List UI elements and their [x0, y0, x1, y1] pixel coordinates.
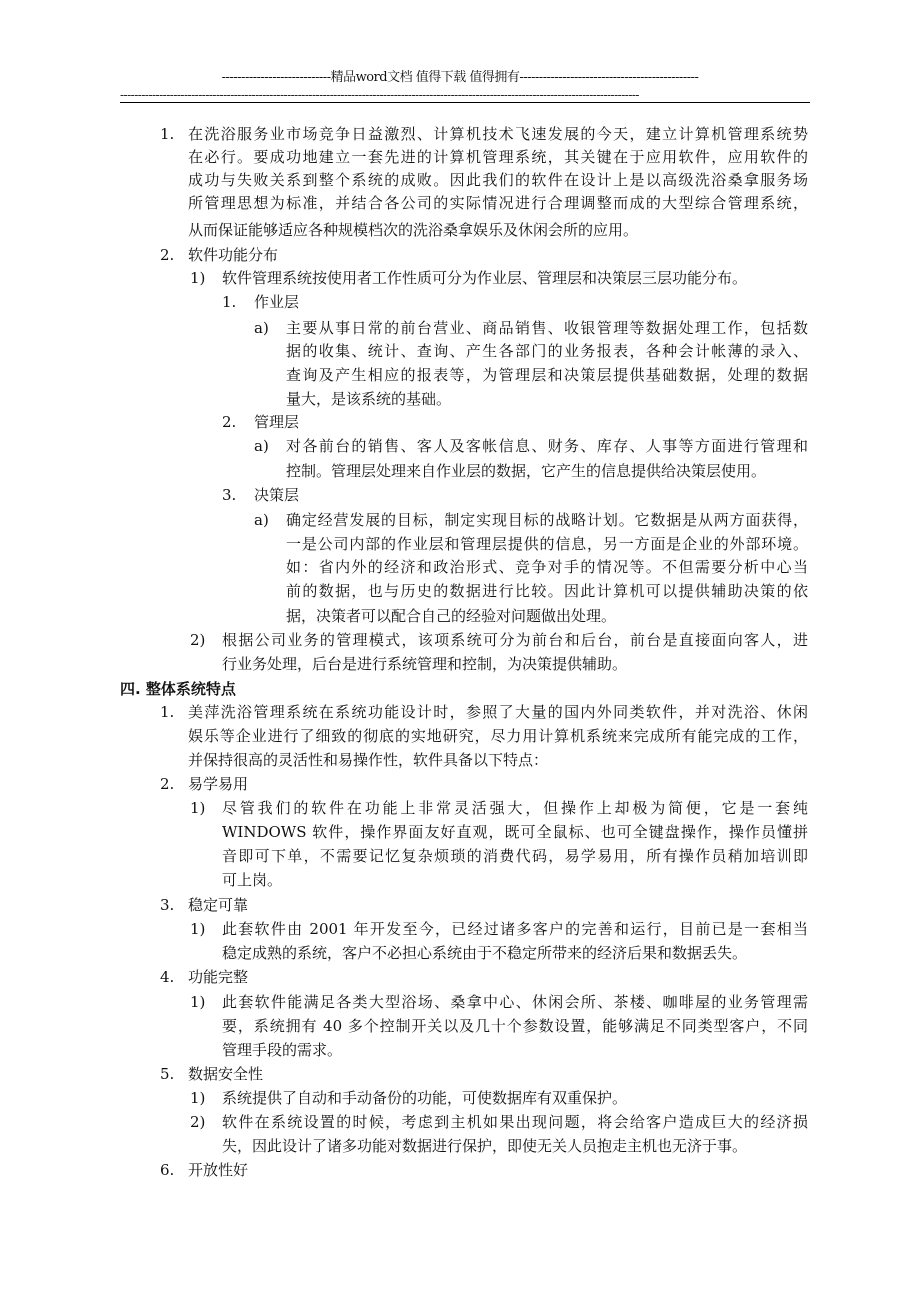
paragraph-line: 据，决策者可以配合自己的经验对问题做出处理。 — [286, 607, 617, 625]
paragraph-line: 在洗浴服务业市场竞争日益激烈、计算机技术飞速发展的今天，建立计算机管理系统势 — [188, 125, 808, 143]
paragraph-line: 要，系统拥有 40 多个控制开关以及几十个参数设置，能够满足不同类型客户，不同 — [222, 1017, 808, 1035]
paragraph-line: 控制。管理层处理来自作业层的数据，它产生的信息提供给决策层使用。 — [286, 462, 767, 480]
list-item-title: 开放性好 — [188, 1161, 249, 1179]
sub-list-letter: a) — [254, 437, 269, 455]
section-heading: 四. 整体系统特点 — [120, 680, 236, 698]
sub-list-letter: a) — [254, 319, 269, 337]
sub-list-number: 1) — [190, 920, 206, 938]
paragraph-line: 一是公司内部的作业层和管理层提供的信息，另一方面是企业的外部环境。 — [286, 535, 808, 553]
paragraph-line: 音即可下单，不需要记忆复杂烦琐的消费代码，易学易用，所有操作员稍加培训即 — [222, 847, 808, 865]
paragraph-line: 美萍洗浴管理系统在系统功能设计时，参照了大量的国内外同类软件，并对洗浴、休闲 — [188, 703, 808, 721]
page-header-divider: -------------------------------------------------------------------------------------------------------------------------------------------------- — [120, 88, 639, 102]
list-item-title: 稳定可靠 — [188, 896, 249, 914]
list-number: 2. — [160, 775, 175, 793]
paragraph-line: 查询及产生相应的报表等，为管理层和决策层提供基础数据，处理的数据 — [286, 366, 808, 384]
list-number: 4. — [160, 968, 175, 986]
sub-list-number: 2. — [222, 413, 237, 431]
sub-list-number: 1) — [190, 993, 206, 1011]
paragraph-line: 在必行。要成功地建立一套先进的计算机管理系统，其关键在于应用软件，应用软件的 — [188, 148, 808, 166]
paragraph-line: 成功与失败关系到整个系统的成败。因此我们的软件在设计上是以高级洗浴桑拿服务场 — [188, 171, 808, 189]
paragraph-line: 并保持很高的灵活性和易操作性，软件具备以下特点： — [188, 751, 549, 769]
sub-list-number: 1) — [190, 269, 206, 287]
paragraph-line: 失，因此设计了诸多功能对数据进行保护，即使无关人员抱走主机也无济于事。 — [222, 1137, 748, 1155]
list-item-title: 数据安全性 — [188, 1065, 264, 1083]
list-item-title: 易学易用 — [188, 775, 249, 793]
paragraph-line: 可上岗。 — [222, 871, 283, 889]
paragraph-line: 主要从事日常的前台营业、商品销售、收银管理等数据处理工作，包括数 — [286, 319, 808, 337]
paragraph-line: 据的收集、统计、查询、产生各部门的业务报表，各种会计帐薄的录入、 — [286, 342, 808, 360]
paragraph-line: 前的数据，也与历史的数据进行比较。因此计算机可以提供辅助决策的依 — [286, 582, 808, 600]
paragraph-line: 管理手段的需求。 — [222, 1041, 343, 1059]
list-number: 3. — [160, 896, 175, 914]
list-number: 1. — [160, 703, 175, 721]
list-item-title: 软件功能分布 — [188, 246, 279, 264]
paragraph-line: 软件管理系统按使用者工作性质可分为作业层、管理层和决策层三层功能分布。 — [222, 269, 748, 287]
paragraph-line: 此套软件由 2001 年开发至今，已经过诸多客户的完善和运行，目前已是一套相当 — [222, 920, 808, 938]
paragraph-line: 从而保证能够适应各种规模档次的洗浴桑拿娱乐及休闲会所的应用。 — [188, 221, 639, 239]
sub-list-number: 1. — [222, 293, 237, 311]
paragraph-line: 如：省内外的经济和政治形式、竞争对手的情况等。不但需要分析中心当 — [286, 558, 808, 576]
paragraph-line: 软件在系统设置的时候，考虑到主机如果出现问题，将会给客户造成巨大的经济损 — [222, 1113, 808, 1131]
paragraph-line: 娱乐等企业进行了细致的彻底的实地研究，尽力用计算机系统来完成所有能完成的工作， — [188, 727, 808, 745]
list-number: 2. — [160, 246, 175, 264]
sub-list-number: 3. — [222, 486, 237, 504]
paragraph-line: 系统提供了自动和手动备份的功能，可使数据库有双重保护。 — [222, 1089, 628, 1107]
paragraph-line: 所管理思想为标准，并结合各公司的实际情况进行合理调整而成的大型综合管理系统， — [188, 194, 808, 212]
list-number: 6. — [160, 1161, 175, 1179]
list-item-title: 管理层 — [254, 413, 300, 431]
paragraph-line: 行业务处理，后台是进行系统管理和控制，为决策提供辅助。 — [222, 655, 628, 673]
list-number: 5. — [160, 1065, 175, 1083]
list-item-title: 决策层 — [254, 486, 300, 504]
sub-list-number: 1) — [190, 799, 206, 817]
paragraph-line: 稳定成熟的系统，客户不必担心系统由于不稳定所带来的经济后果和数据丢失。 — [222, 944, 748, 962]
list-number: 1. — [160, 125, 175, 143]
paragraph-line: 确定经营发展的目标，制定实现目标的战略计划。它数据是从两方面获得， — [286, 511, 808, 529]
sub-list-letter: a) — [254, 511, 269, 529]
paragraph-line: 此套软件能满足各类大型浴场、桑拿中心、休闲会所、茶楼、咖啡屋的业务管理需 — [222, 993, 808, 1011]
page-header-banner: ----------------------------精品word文档 值得下载 值得拥有---------------------------------------------- — [221, 70, 699, 85]
paragraph-line: WINDOWS 软件，操作界面友好直观，既可全鼠标、也可全键盘操作，操作员懂拼 — [222, 823, 808, 841]
sub-list-number: 1) — [190, 1089, 206, 1107]
header-rule — [120, 102, 810, 103]
list-item-title: 功能完整 — [188, 968, 249, 986]
paragraph-line: 尽管我们的软件在功能上非常灵活强大，但操作上却极为简便，它是一套纯 — [222, 799, 808, 817]
sub-list-number: 2) — [190, 631, 206, 649]
paragraph-line: 对各前台的销售、客人及客帐信息、财务、库存、人事等方面进行管理和 — [286, 437, 808, 455]
paragraph-line: 量大，是该系统的基础。 — [286, 390, 452, 408]
sub-list-number: 2) — [190, 1113, 206, 1131]
paragraph-line: 根据公司业务的管理模式，该项系统可分为前台和后台，前台是直接面向客人，进 — [222, 631, 808, 649]
list-item-title: 作业层 — [254, 293, 300, 311]
